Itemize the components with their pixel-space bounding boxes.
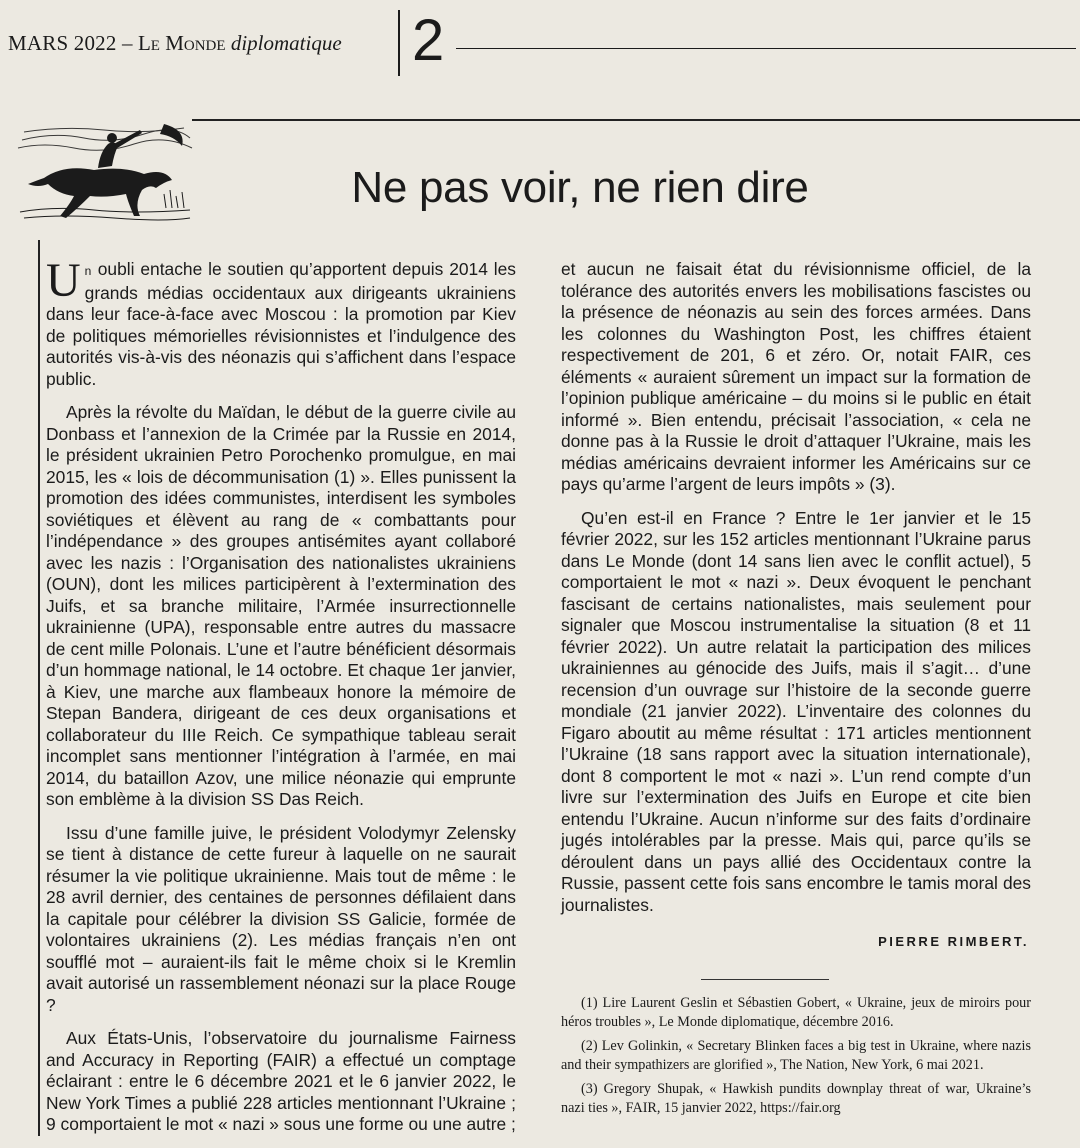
publication-name: Le Monde bbox=[137, 31, 226, 55]
footnote: (2) Lev Golinkin, « Secretary Blinken faces a big test in Ukraine, where nazis and their sympathizers are glorified », The Nation, New York, 6 mai 2021. bbox=[561, 1038, 1031, 1073]
publication-name-italic: diplomatique bbox=[230, 31, 342, 55]
author-byline: PIERRE RIMBERT. bbox=[878, 934, 1029, 949]
article-title: Ne pas voir, ne rien dire bbox=[351, 163, 809, 212]
left-column bbox=[46, 254, 516, 1148]
drop-cap: U bbox=[46, 254, 81, 307]
issue-line bbox=[8, 31, 342, 56]
masthead-divider bbox=[398, 10, 400, 76]
paragraph: Aux États-Unis, l’observatoire du journalisme Fairness and Accuracy in Reporting (FAIR) a effectué un comptage éclairant : entre le 6 décembre 2021 et le 6 janvier 2022, le New York Times a publié 228 articles mentionnant l’Ukraine ; 9 comportaient le mot « nazi » sous une forme ou une autre ; bbox=[46, 1028, 516, 1134]
article-frame-left bbox=[38, 240, 40, 1136]
lead-paragraph bbox=[46, 254, 516, 390]
masthead bbox=[0, 0, 1080, 80]
footnote: (1) Lire Laurent Geslin et Sébastien Gobert, « Ukraine, jeux de miroirs pour héros troubles », Le Monde diplomatique, décembre 2016. bbox=[561, 995, 1031, 1030]
horse-rider-vignette-icon bbox=[14, 118, 194, 224]
page-number: 2 bbox=[412, 8, 445, 73]
lead-text: oubli entache le soutien qu’apportent depuis 2014 les grands médias occidentaux aux dirigeants ukrainiens dans leur face-à-face avec Moscou : la promotion par Kiev de politiques mémorielles révisionnistes et l’indulgence des autorités vis-à-vis des néonazis qui s’affichent dans l’espace public. bbox=[46, 259, 516, 389]
paragraph: Issu d’une famille juive, le président Volodymyr Zelensky se tient à distance de cette fureur à laquelle on ne saurait résumer la vie politique ukrainienne. Mais tout de même : le 28 avril dernier, des centaines de personnes défilaient dans la capitale pour célébrer la division SS Galicie, formée de volontaires ukrainiens (2). Les médias français n’en ont soufflé mot – auraient-ils fait le même choix si le Kremlin avait autorisé un rassemblement néonazi sur la place Rouge ? bbox=[46, 822, 516, 1015]
lead-smallcaps: n bbox=[84, 264, 92, 278]
right-column bbox=[561, 259, 1031, 1123]
paragraph: Après la révolte du Maïdan, le début de la guerre civile au Donbass et l’annexion de la Crimée par la Russie en 2014, le président ukrainien Petro Porochenko promulgue, en mai 2015, les « lois de décommunisation (1) ». Elles punissent la promotion des idées communistes, interdisent les symboles soviétiques et élèvent au rang de « combattants pour l’indépendance » des groupes antisémites ayant collaboré avec les nazis : l’Organisation des nationalistes ukrainiens (OUN), dont les milices participèrent à l’extermination des Juifs, et sa branche militaire, l’Armée insurrectionnelle ukrainienne (UPA), responsable entre autres du massacre de cent mille Polonais. L’une et l’autre bénéficient désormais d’un hommage national, le 14 octobre. Et chaque 1er janvier, à Kiev, une marche aux flambeaux honore la mémoire de Stepan Bandera, dirigeant de ces deux organisations et collaborateur du IIIe Reich. Ce sympathique tableau serait incomplet sans mentionner l’intégration à l’armée, en mai 2014, du bataillon Azov, une milice néonazie qui emprunte son emblème à la division SS Das Reich. bbox=[46, 402, 516, 809]
issue-date: MARS 2022 – bbox=[8, 31, 133, 55]
article-frame-top bbox=[192, 119, 1080, 121]
paragraph: Qu’en est-il en France ? Entre le 1er janvier et le 15 février 2022, sur les 152 articles mentionnant l’Ukraine parus dans Le Monde (dont 14 sans lien avec le conflit actuel), 5 comportaient le mot « nazi ». Deux évoquent le penchant fascisant de certains nationalistes, mais seulement pour signaler que Moscou instrumentalise la situation (8 et 11 février 2022). Un autre relatait la participation des milices ukrainiennes au génocide des Juifs, mais il s’agit… d’une recension d’un ouvrage sur l’histoire de la seconde guerre mondiale (21 janvier 2022). L’inventaire des colonnes du Figaro aboutit au même résultat : 171 articles mentionnent l’Ukraine (18 sans rapport avec la situation internationale), dont 8 comportent le mot « nazi ». L’un rend compte d’un livre sur l’extermination des Juifs en Europe et cite bien entendu l’Ukraine. Aucun n’informe sur des faits d’ordinaire jugés intolérables par la presse. Mais qui, parce qu’ils se déroulent dans un pays allié des Occidentaux contre la Russie, passent cette fois sans encombre le tamis moral des journalistes. bbox=[561, 507, 1031, 915]
footnote: (3) Gregory Shupak, « Hawkish pundits downplay threat of war, Ukraine’s nazi ties », FAIR, 15 janvier 2022, https://fair.org bbox=[561, 1081, 1031, 1116]
paragraph: et aucun ne faisait état du révisionnisme officiel, de la tolérance des autorités envers les mobilisations fascistes ou la présence de néonazis au sein des forces armées. Dans les colonnes du Washington Post, les chiffres étaient respectivement de 201, 6 et zéro. Or, notait FAIR, ces éléments « auraient sûrement un impact sur la formation de l’opinion publique américaine – du moins si le public en était informé ». Bien entendu, précisait l’association, « cela ne donne pas à la Russie le droit d’attaquer l’Ukraine, mais les médias américains devraient informer les Américains sur ce pays qu’arme l’argent de leurs impôts » (3). bbox=[561, 259, 1031, 494]
footnotes bbox=[561, 994, 1031, 1117]
masthead-rule bbox=[456, 48, 1076, 49]
footnote-divider bbox=[701, 979, 829, 980]
